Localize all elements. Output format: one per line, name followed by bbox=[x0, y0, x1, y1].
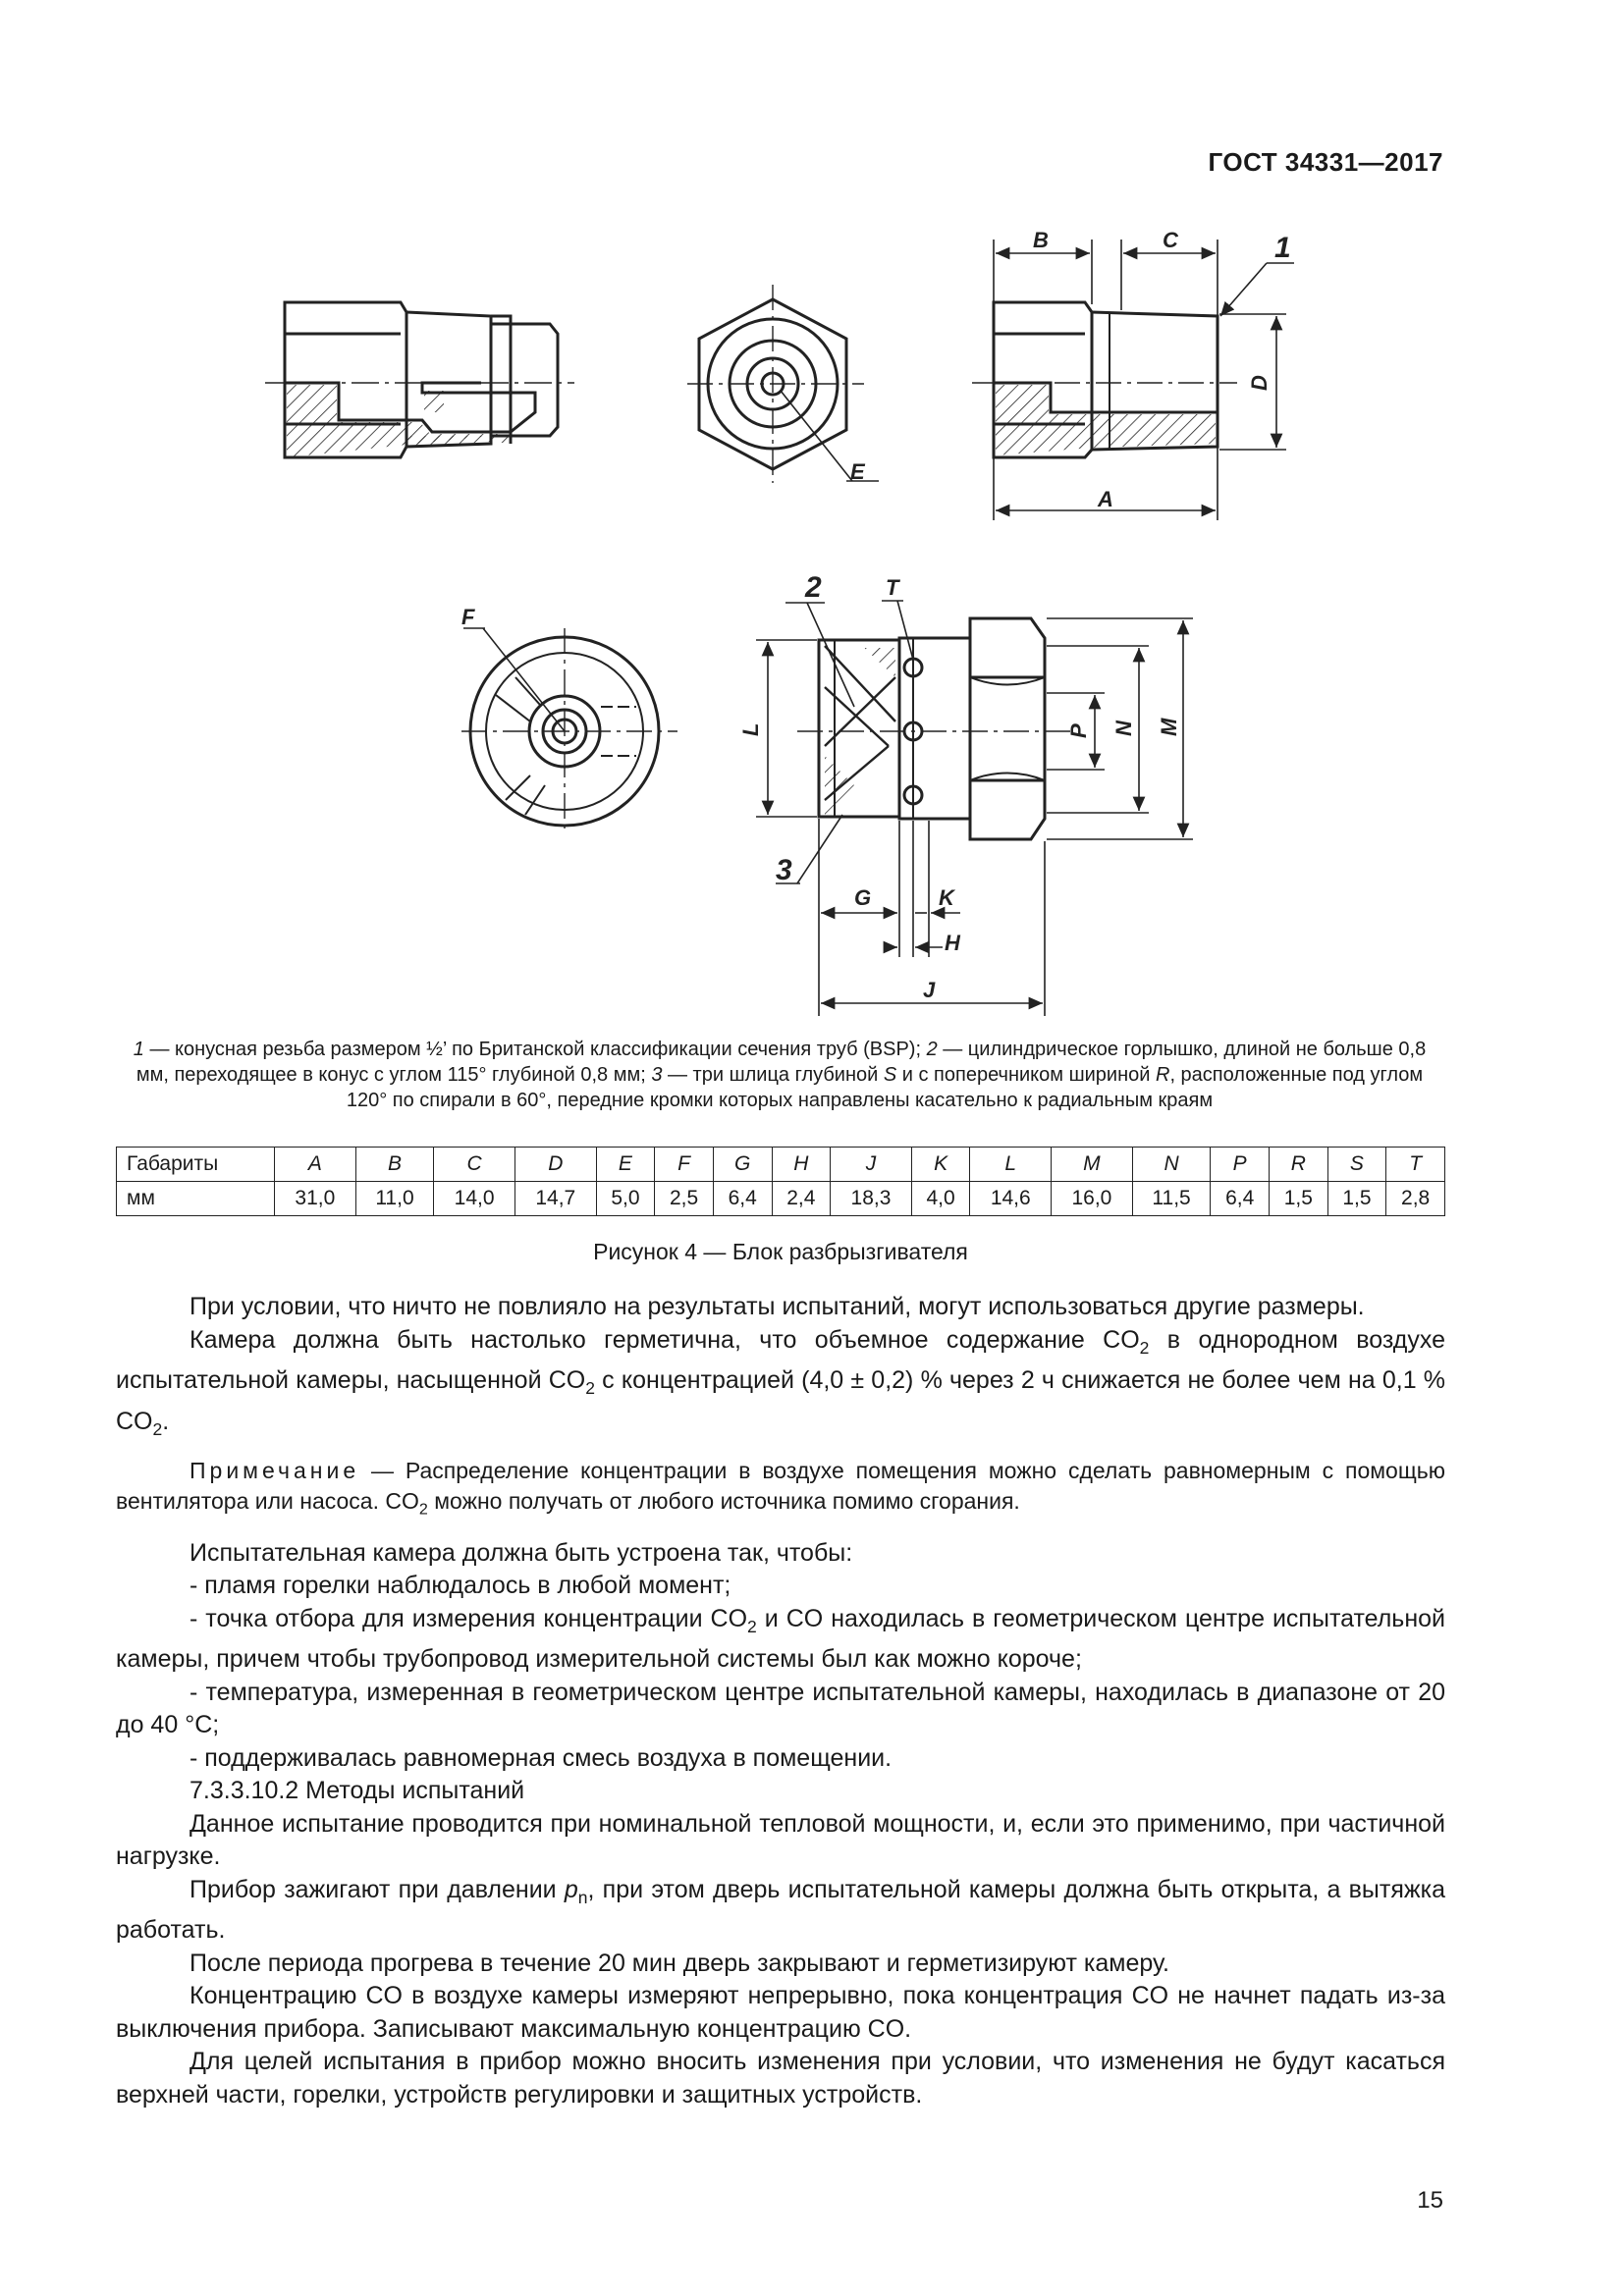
table-header-row bbox=[117, 1148, 1445, 1182]
col-header: C bbox=[434, 1148, 515, 1182]
note-label: Примечание bbox=[189, 1458, 360, 1483]
key-2-text: — цилиндрическое горлышко, длиной не больше 0,8 мм, переходящее в конус с углом 115° глубиной 0,8 мм; bbox=[135, 1039, 1427, 1086]
col-header: T bbox=[1386, 1148, 1445, 1182]
label-J: J bbox=[923, 978, 936, 1002]
figure-key bbox=[116, 1037, 1443, 1113]
col-header: G bbox=[713, 1148, 772, 1182]
col-header: P bbox=[1211, 1148, 1270, 1182]
paragraph: При условии, что ничто не повлияло на результаты испытаний, могут использоваться другие размеры. bbox=[189, 1293, 1365, 1320]
table-cell: 14,0 bbox=[434, 1182, 515, 1216]
label-B: B bbox=[1033, 228, 1049, 252]
label-1: 1 bbox=[1274, 232, 1291, 264]
table-cell: 1,5 bbox=[1327, 1182, 1386, 1216]
paragraph: Камера должна быть настолько герметична, что объемное содержание $CO_2$ в однородном воздухе испытательной камеры, насыщенной $CO_2$ с концентрацией (4,0 ± 0,2) % через 2 ч снижается не более чем на 0,1 % $CO_2$. bbox=[116, 1325, 1446, 1439]
col-header: D bbox=[514, 1148, 596, 1182]
hex-front-view bbox=[687, 285, 879, 483]
table-cell: 14,6 bbox=[970, 1182, 1052, 1216]
section-heading: 7.3.3.10.2 Методы испытаний bbox=[189, 1777, 525, 1805]
list-item: - температура, измеренная в геометрическом центре испытательной камеры, находилась в диапазоне от 20 до 40 °C; bbox=[116, 1678, 1445, 1739]
table-cell: 6,4 bbox=[1211, 1182, 1270, 1216]
table-cell: 4,0 bbox=[911, 1182, 970, 1216]
label-E: E bbox=[850, 459, 865, 484]
col-header: N bbox=[1132, 1148, 1211, 1182]
col-header: E bbox=[596, 1148, 655, 1182]
col-header: B bbox=[355, 1148, 434, 1182]
label-2: 2 bbox=[805, 571, 822, 604]
table-cell: 11,0 bbox=[355, 1182, 434, 1216]
table-cell: 1,5 bbox=[1270, 1182, 1328, 1216]
label-M: M bbox=[1157, 718, 1181, 736]
table-cell: 5,0 bbox=[596, 1182, 655, 1216]
table-cell: 16,0 bbox=[1052, 1182, 1133, 1216]
col-header: R bbox=[1270, 1148, 1328, 1182]
paragraph: Испытательная камера должна быть устроена так, чтобы: bbox=[189, 1538, 853, 1567]
paragraph: Концентрацию CO в воздухе камеры измеряют непрерывно, пока концентрация CO не начнет падать из-за выключения прибора. Записывают максимальную концентрацию CO. bbox=[116, 1982, 1445, 2043]
col-header: M bbox=[1052, 1148, 1133, 1182]
paragraph: Данное испытание проводится при номинальной тепловой мощности, и, если это применимо, при частичной нагрузке. bbox=[116, 1809, 1445, 1871]
document-id: ГОСТ 34331—2017 bbox=[1208, 147, 1443, 177]
body-text bbox=[116, 1291, 1445, 2111]
col-header: H bbox=[772, 1148, 831, 1182]
label-L: L bbox=[738, 722, 763, 736]
side-dim-view bbox=[972, 302, 1237, 457]
page-number: 15 bbox=[1417, 2187, 1443, 2214]
table-cell: 31,0 bbox=[275, 1182, 356, 1216]
label-N: N bbox=[1111, 721, 1136, 736]
label-P: P bbox=[1066, 723, 1091, 738]
sprayer-section-view bbox=[797, 618, 1070, 839]
label-H: H bbox=[945, 931, 960, 955]
key-1-text: — конусная резьба размером ½’ по Британской классификации сечения труб (BSP); bbox=[143, 1039, 927, 1060]
key-mid-text: и с поперечником шириной bbox=[896, 1064, 1156, 1086]
col-header: S bbox=[1327, 1148, 1386, 1182]
list-item: - пламя горелки наблюдалось в любой момент; bbox=[189, 1572, 731, 1600]
table-cell: 6,4 bbox=[713, 1182, 772, 1216]
side-section-view bbox=[265, 302, 574, 457]
key-3-text: — три шлица глубиной bbox=[662, 1064, 884, 1086]
key-3: 3 bbox=[651, 1064, 663, 1086]
col-header: A bbox=[275, 1148, 356, 1182]
table-header-label: Габариты bbox=[117, 1148, 275, 1182]
col-header: L bbox=[970, 1148, 1052, 1182]
paragraph: После периода прогрева в течение 20 мин дверь закрывают и герметизируют камеру. bbox=[189, 1949, 1169, 1977]
label-3: 3 bbox=[776, 854, 792, 886]
key-end-text: , расположенные под углом 120° по спирали в 60°, передние кромки которых направлены касательно к радиальным краям bbox=[346, 1064, 1424, 1111]
table-cell: 2,5 bbox=[655, 1182, 714, 1216]
col-header: K bbox=[911, 1148, 970, 1182]
label-D: D bbox=[1247, 375, 1272, 391]
list-item: - точка отбора для измерения концентрации $CO_2$ и CO находилась в геометрическом центре испытательной камеры, причем чтобы трубопровод измерительной системы был как можно короче; bbox=[116, 1604, 1445, 1674]
paragraph: Прибор зажигают при давлении $p_n$, при этом дверь испытательной камеры должна быть открыта, а вытяжка работать. bbox=[116, 1875, 1445, 1945]
dimension-lines-bottom bbox=[756, 601, 1193, 1016]
dimensions-table bbox=[116, 1147, 1445, 1216]
col-header: F bbox=[655, 1148, 714, 1182]
label-T: T bbox=[886, 575, 899, 600]
table-cell: 18,3 bbox=[831, 1182, 912, 1216]
paragraph: Для целей испытания в прибор можно вносить изменения при условии, что изменения не будут касаться верхней части, горелки, устройств регулировки и защитных устройств. bbox=[116, 2048, 1445, 2109]
note: Примечание — Распределение концентрации в воздухе помещения можно сделать равномерным с помощью вентилятора или насоса. $CO_2$ можно получать от любого источника помимо сгорания. bbox=[116, 1458, 1445, 1519]
table-cell: 11,5 bbox=[1132, 1182, 1211, 1216]
label-C: C bbox=[1163, 228, 1178, 252]
label-A: A bbox=[1098, 487, 1113, 511]
table-row bbox=[117, 1182, 1445, 1216]
table-unit-label: мм bbox=[117, 1182, 275, 1216]
key-R: R bbox=[1155, 1064, 1170, 1086]
key-1: 1 bbox=[133, 1039, 144, 1060]
label-G: G bbox=[854, 885, 872, 910]
table-cell: 2,4 bbox=[772, 1182, 831, 1216]
figure-title: Рисунок 4 — Блок разбрызгивателя bbox=[593, 1239, 968, 1264]
key-2: 2 bbox=[926, 1039, 938, 1060]
technical-drawing bbox=[0, 0, 1624, 1041]
label-F: F bbox=[461, 605, 475, 629]
list-item: - поддерживалась равномерная смесь воздуха в помещении. bbox=[189, 1743, 893, 1772]
slot-end-view bbox=[461, 628, 677, 834]
col-header: J bbox=[831, 1148, 912, 1182]
key-S: S bbox=[883, 1064, 897, 1086]
table-cell: 14,7 bbox=[514, 1182, 596, 1216]
table-cell: 2,8 bbox=[1386, 1182, 1445, 1216]
label-K: K bbox=[939, 885, 954, 910]
